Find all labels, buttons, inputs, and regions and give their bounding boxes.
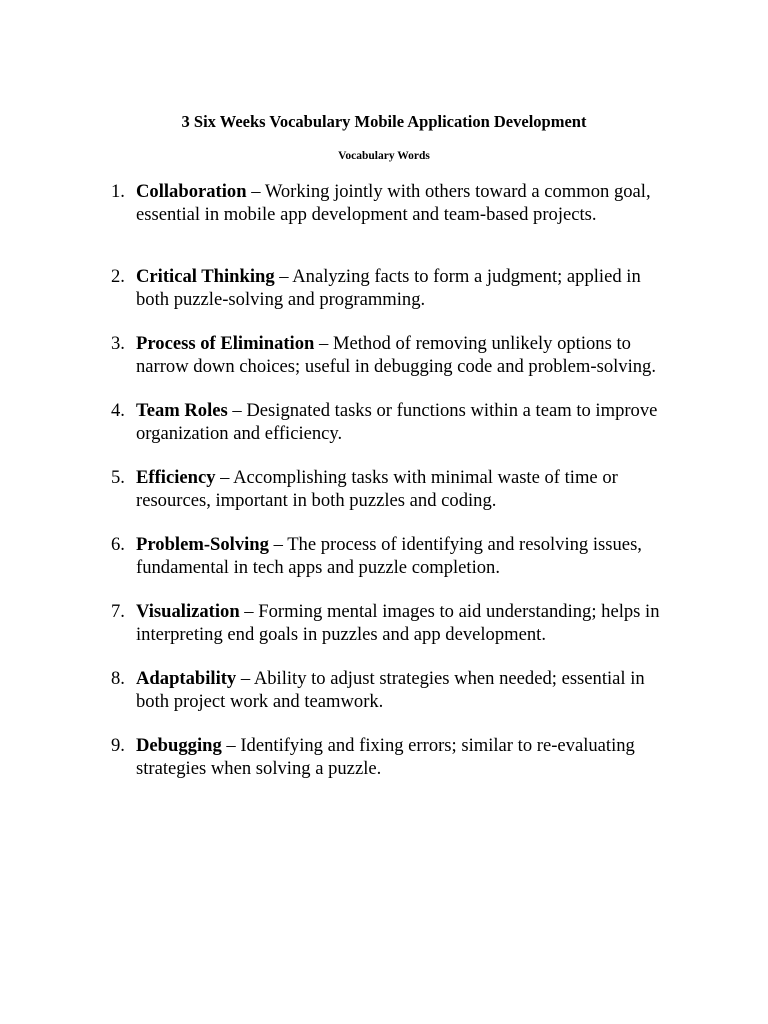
definition-line-2: both puzzle-solving and programming.	[136, 288, 426, 310]
term-dash: –	[236, 668, 254, 689]
page-subtitle: Vocabulary Words	[338, 150, 430, 162]
vocabulary-term: Critical Thinking	[136, 266, 275, 287]
term-dash: –	[274, 266, 293, 287]
definition-line-1: Designated tasks or functions within a team to improve	[246, 400, 658, 421]
vocabulary-term: Team Roles	[136, 400, 228, 421]
item-number: 2.	[111, 266, 125, 287]
item-body	[136, 181, 696, 226]
term-dash: –	[215, 467, 234, 488]
definition-line-2: interpreting end goals in puzzles and app development.	[136, 623, 546, 645]
vocabulary-term: Visualization	[136, 601, 240, 622]
item-body	[136, 400, 696, 445]
definition-line-1: Accomplishing tasks with minimal waste of time or	[233, 467, 618, 488]
item-number: 5.	[111, 467, 125, 488]
term-dash: –	[227, 400, 247, 421]
vocabulary-term: Efficiency	[136, 467, 216, 488]
definition-line-1: The process of identifying and resolving issues,	[287, 534, 642, 555]
item-body	[136, 333, 696, 378]
item-number: 7.	[111, 601, 125, 622]
item-line-1	[136, 467, 696, 490]
vocabulary-term: Debugging	[136, 735, 222, 756]
definition-line-1: Analyzing facts to form a judgment; applied in	[292, 266, 641, 287]
item-body	[136, 668, 696, 713]
item-number: 4.	[111, 400, 125, 421]
definition-line-1: Method of removing unlikely options to	[332, 333, 631, 354]
definition-line-2: essential in mobile app development and team-based projects.	[136, 203, 597, 225]
definition-line-1: Forming mental images to aid understanding; helps in	[258, 601, 660, 622]
item-line-1	[136, 601, 696, 624]
item-body	[136, 467, 696, 512]
item-line-1	[136, 400, 696, 423]
definition-line-1: Ability to adjust strategies when needed; essential in	[253, 668, 645, 689]
item-body	[136, 735, 696, 780]
item-number: 6.	[111, 534, 125, 555]
vocabulary-term: Process of Elimination	[136, 333, 315, 354]
definition-line-2: both project work and teamwork.	[136, 690, 384, 712]
definition-line-1: Working jointly with others toward a common goal,	[264, 181, 651, 202]
item-line-1	[136, 181, 696, 204]
item-line-1	[136, 266, 696, 289]
term-dash: –	[268, 534, 288, 555]
item-line-1	[136, 534, 696, 557]
item-number: 3.	[111, 333, 125, 354]
item-body	[136, 266, 696, 311]
item-line-1	[136, 735, 696, 758]
item-number: 8.	[111, 668, 125, 689]
vocabulary-term: Collaboration	[136, 181, 247, 202]
term-dash: –	[221, 735, 241, 756]
definition-line-2: strategies when solving a puzzle.	[136, 757, 382, 779]
definition-line-1: Identifying and fixing errors; similar to re-evaluating	[240, 735, 635, 756]
item-body	[136, 534, 696, 579]
definition-line-2: narrow down choices; useful in debugging code and problem-solving.	[136, 355, 656, 377]
page-title: 3 Six Weeks Vocabulary Mobile Application Development	[181, 112, 587, 131]
item-line-1	[136, 333, 696, 356]
term-dash: –	[246, 181, 265, 202]
definition-line-2: resources, important in both puzzles and coding.	[136, 489, 497, 511]
item-body	[136, 601, 696, 646]
term-dash: –	[239, 601, 259, 622]
vocabulary-term: Adaptability	[136, 668, 237, 689]
item-number: 9.	[111, 735, 125, 756]
definition-line-2: organization and efficiency.	[136, 422, 343, 444]
term-dash: –	[314, 333, 333, 354]
item-number: 1.	[111, 181, 125, 202]
item-line-1	[136, 668, 696, 691]
vocabulary-term: Problem-Solving	[136, 534, 269, 555]
definition-line-2: fundamental in tech apps and puzzle completion.	[136, 556, 501, 578]
